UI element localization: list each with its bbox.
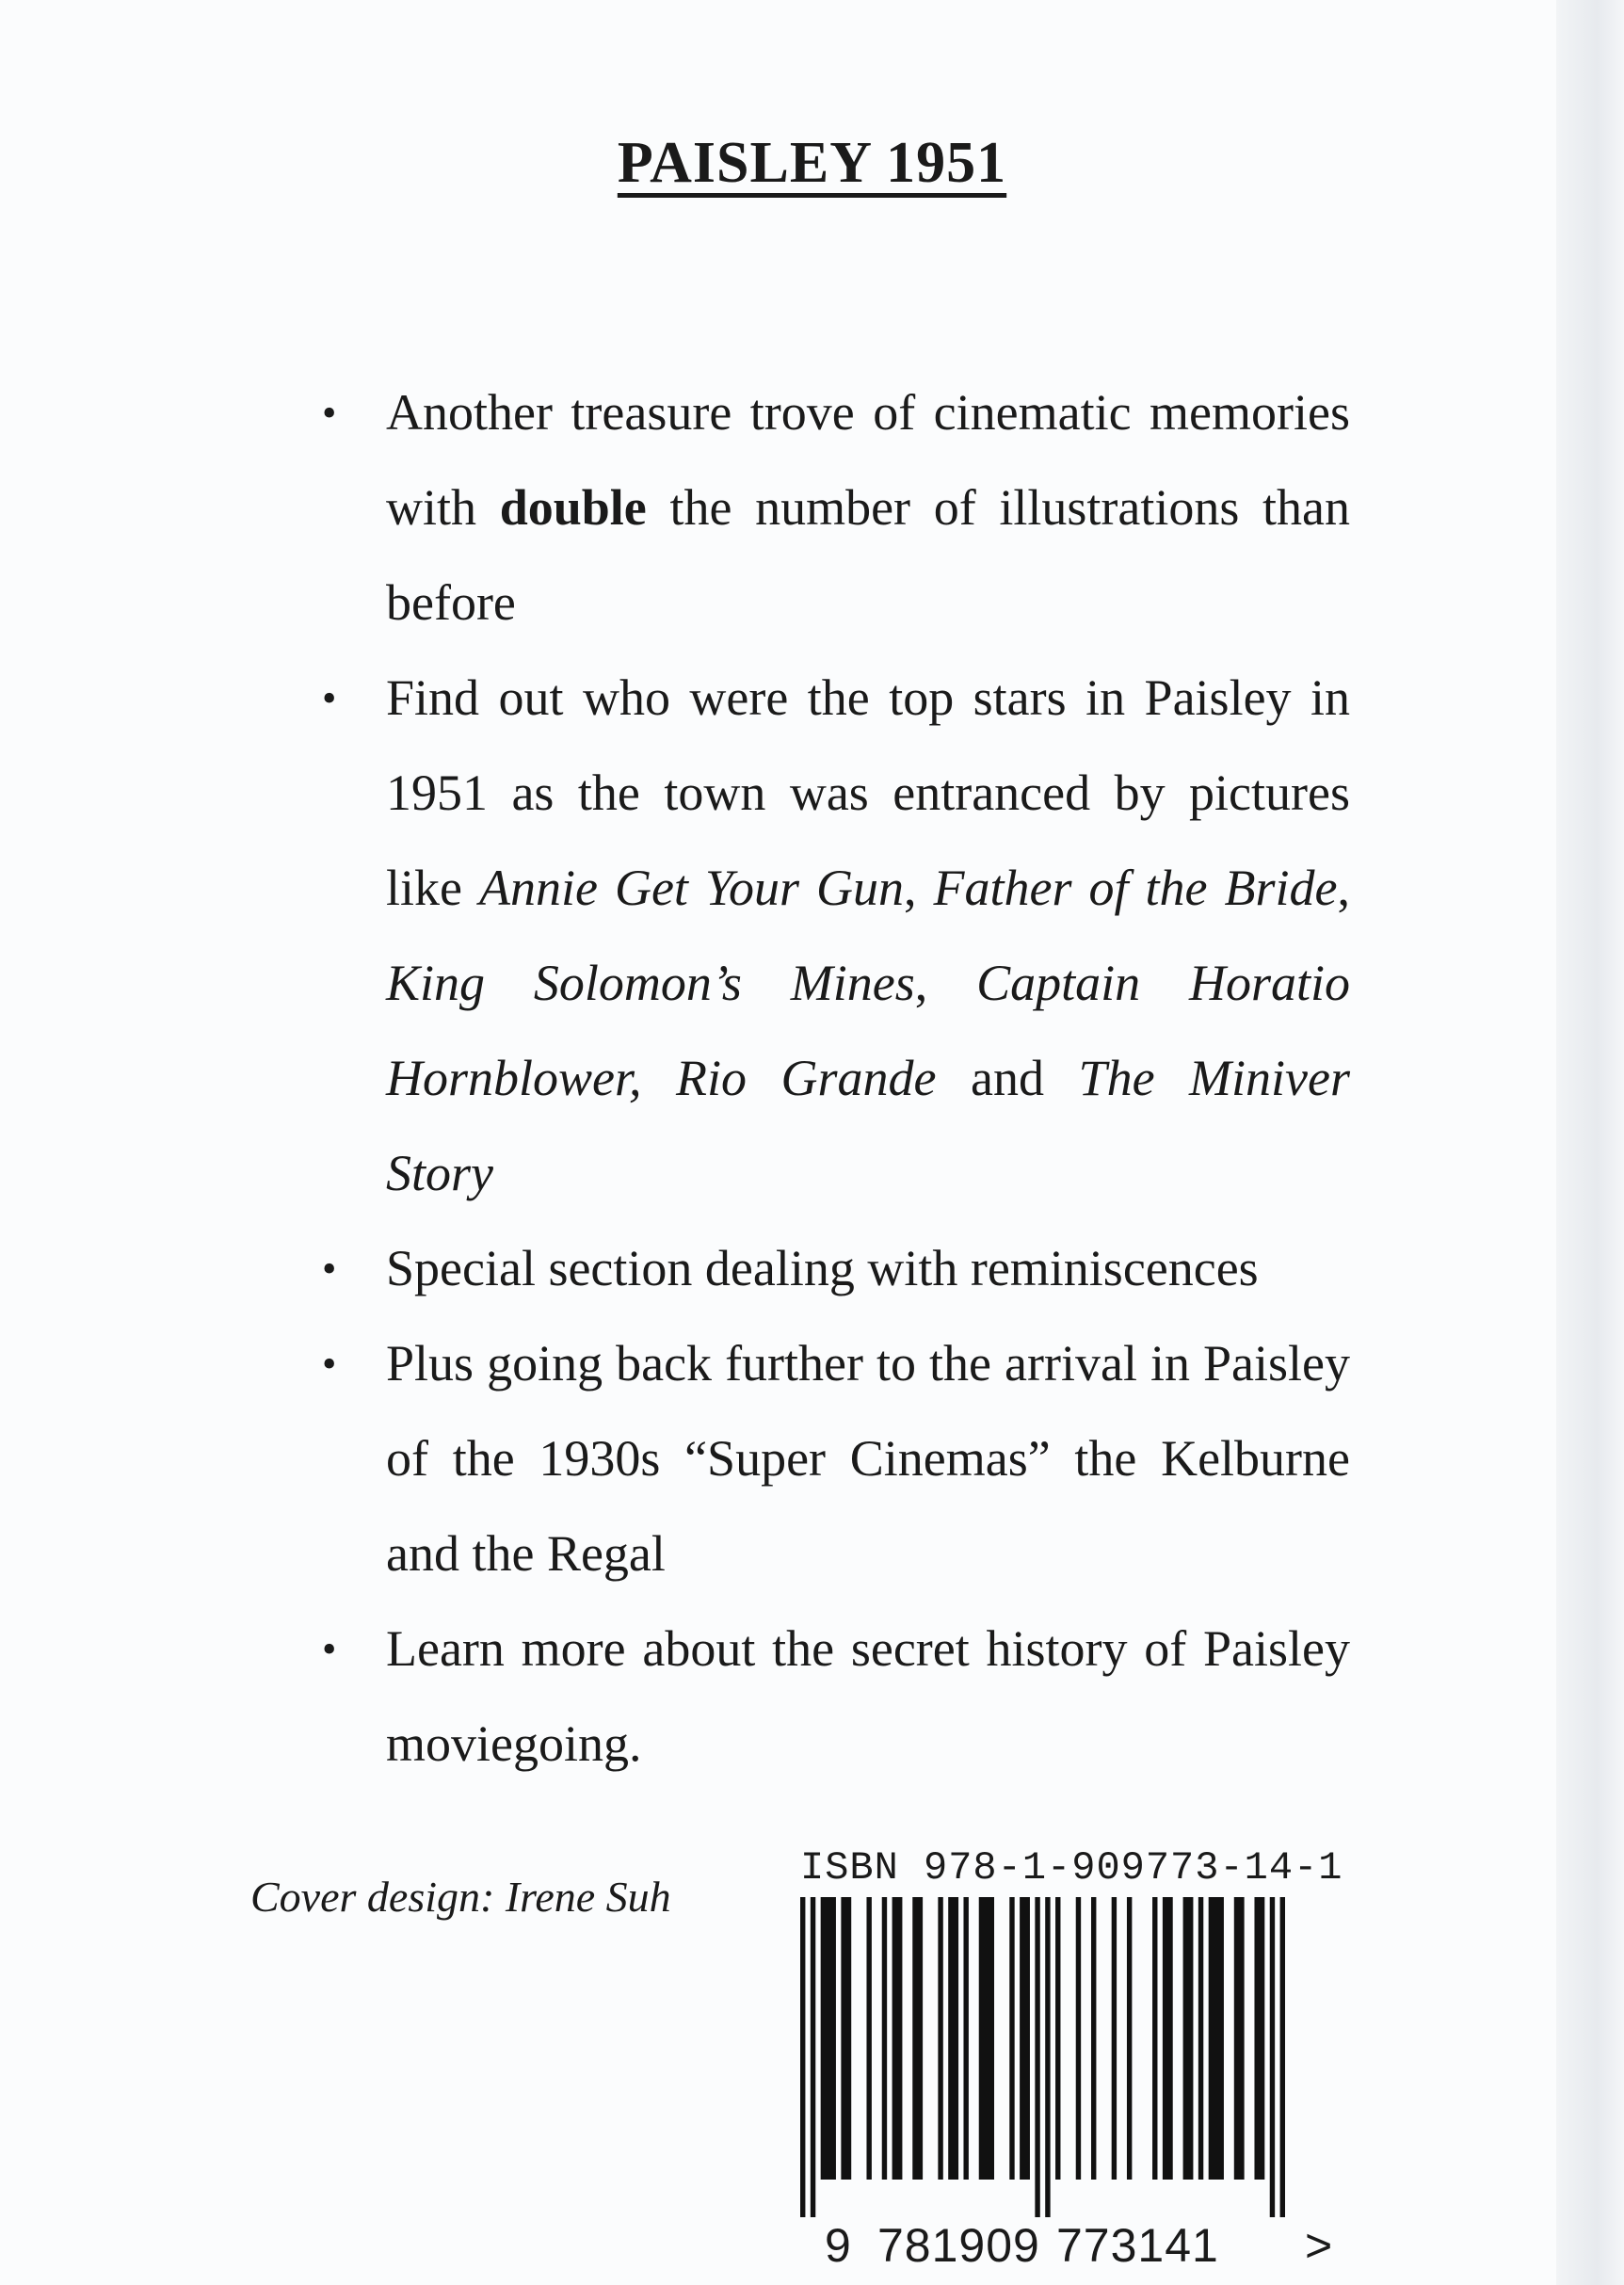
feature-text: Learn more about the secret history of Paisley moviegoing. [386,1620,1350,1772]
barcode-bar [1045,1897,1050,2217]
barcode-bar [1280,1897,1285,2217]
bullet-icon: • [322,390,337,436]
barcode-bar [811,1897,815,2217]
feature-text: Another treasure trove of cinematic memories with [386,384,1350,536]
barcode-bar [1183,1897,1194,2180]
feature-text: , [904,860,934,916]
barcode-digits-left: 781909 [877,2219,1040,2272]
barcode-bar [1112,1897,1117,2180]
barcode-bar [821,1897,836,2180]
barcode-bar [1020,1897,1030,2180]
barcode-bar [1209,1897,1224,2180]
barcode-digit-lead: 9 [825,2219,851,2272]
barcode-bar [800,1897,805,2217]
barcode-bar [912,1897,923,2180]
barcode-bar [1234,1897,1245,2180]
barcode-bar [1035,1897,1039,2217]
bullet-icon: • [322,1341,337,1387]
barcode [800,1897,1285,2217]
barcode-bar [866,1897,871,2180]
feature-item [313,1316,1350,1601]
barcode-bar [1009,1897,1014,2180]
bullet-icon: • [322,1246,337,1292]
book-title: PAISLEY 1951 [617,131,1007,195]
page-edge [1556,0,1624,2285]
feature-text: The Miniver Story [386,1050,1350,1201]
feature-item [313,1221,1350,1316]
barcode-bar [1254,1897,1264,2180]
barcode-bar [841,1897,851,2180]
barcode-bar [882,1897,887,2180]
barcode-bar [1198,1897,1203,2180]
isbn-label: ISBN 978-1-909773-14-1 [800,1845,1343,1891]
feature-item [313,651,1350,1221]
feature-text: double [499,479,647,536]
feature-list [313,365,1350,1792]
barcode-bar [1127,1897,1132,2180]
feature-text: Find out who were the top stars in Paisley in 1951 as the town was entranced by pictures like [386,669,1350,916]
barcode-bar [1076,1897,1081,2180]
feature-text: Special section dealing with reminiscences [386,1240,1259,1296]
barcode-bar [948,1897,958,2180]
barcode-trailing-mark: > [1305,2219,1333,2272]
feature-text: Plus going back further to the arrival in Paisley of the 1930s “Super Cinemas” the Kelburne and the Regal [386,1335,1350,1582]
barcode-bar [1152,1897,1157,2180]
feature-text: , [914,955,977,1011]
feature-item [313,365,1350,651]
barcode-bar [963,1897,968,2180]
barcode-bar [1091,1897,1096,2180]
barcode-bar [979,1897,994,2180]
feature-item [313,1601,1350,1792]
barcode-bar [1270,1897,1275,2217]
bullet-icon: • [322,675,337,721]
barcode-bar [938,1897,942,2180]
feature-text: and [936,1050,1079,1106]
feature-text: the number of illustrations than before [386,479,1350,631]
bullet-icon: • [322,1626,337,1672]
feature-text: Captain Horatio Hornblower, Rio Grande [386,955,1351,1106]
feature-text: Annie Get Your Gun [478,860,905,916]
feature-text: , [1337,860,1350,916]
feature-text: King Solomon’s Mines [386,955,915,1011]
barcode-bar [1055,1897,1060,2180]
barcode-bar [892,1897,903,2180]
barcode-digits-right: 773141 [1056,2219,1219,2272]
cover-credit: Cover design: Irene Suh [250,1873,671,1921]
feature-text: Father of the Bride [933,860,1338,916]
barcode-bar [1163,1897,1173,2180]
